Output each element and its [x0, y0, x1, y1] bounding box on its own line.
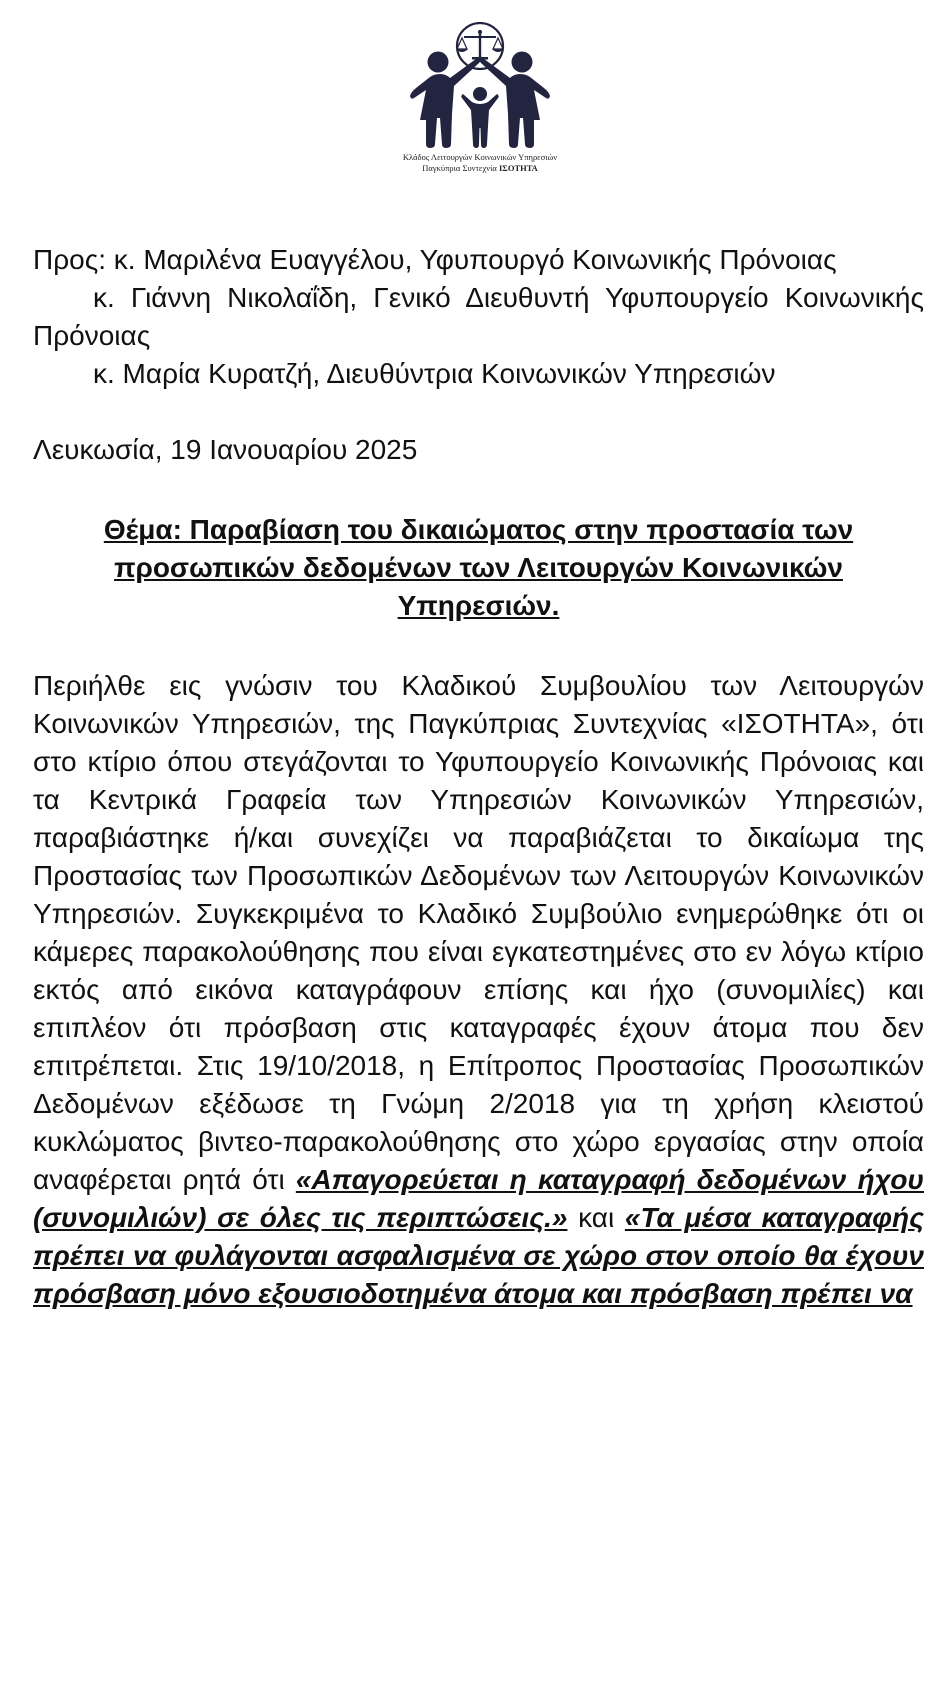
letter-subject: Θέμα: Παραβίαση του δικαιώματος στην προστασία των προσωπικών δεδομένων των Λειτουργών Κοινωνικών Υπηρεσιών. [103, 514, 854, 621]
recipient-1-text: κ. Μαριλένα Ευαγγέλου, Υφυπουργό Κοινωνικής Πρόνοιας [113, 244, 837, 275]
recipient-2-text: κ. Γιάννη Νικολαΐδη, Γενικό Διευθυντή Υφυπουργείο Κοινωνικής Πρόνοιας [33, 282, 924, 351]
body-text-main: Περιήλθε εις γνώσιν του Κλαδικού Συμβουλίου των Λειτουργών Κοινωνικών Υπηρεσιών, της Παγκύπριας Συντεχνίας «ΙΣΟΤΗΤΑ», ότι στο κτίριο όπου στεγάζονται το Υφυπουργείο Κοινωνικής Πρόνοιας και τα Κεντρικά Γραφεία των Υπηρεσιών Κοινωνικών Υπηρεσιών, παραβιάστηκε ή/και συνεχίζει να παραβιάζεται το δικαίωμα της Προστασίας των Προσωπικών Δεδομένων των Λειτουργών Κοινωνικών Υπηρεσιών. Συγκεκριμένα το Κλαδικό Συμβούλιο ενημερώθηκε ότι οι κάμερες παρακολούθησης που είναι εγκατεστημένες στο εν λόγω κτίριο εκτός από εικόνα καταγράφουν επίσης και ήχο (συνομιλίες) και επιπλέον ότι πρόσβαση στις καταγραφές έχουν άτομα που δεν επιτρέπεται. Στις 19/10/2018, η Επίτροπος Προστασίας Προσωπικών Δεδομένων εξέδωσε τη Γνώμη 2/2018 για τη χρήση κλειστού κυκλώματος βιντεο-παρακολούθησης στο χώρο εργασίας στην οποία αναφέρεται ρητά ότι [33, 670, 924, 1195]
logo-caption-branch: Κλάδος Λειτουργών Κοινωνικών Υπηρεσιών [402, 152, 558, 162]
recipient-3 [33, 355, 924, 393]
recipients-block [33, 241, 924, 393]
recipient-3-text: κ. Μαρία Κυρατζή, Διευθύντρια Κοινωνικών Υπηρεσιών [93, 358, 776, 389]
recipient-2 [33, 279, 924, 355]
family-scales-logo-icon [410, 22, 550, 150]
quote-secure-storage: «Τα μέσα καταγραφής πρέπει να φυλάγονται ασφαλισμένα σε χώρο στον οποίο θα έχουν πρόσβαση μόνο εξουσιοδοτημένα άτομα και πρόσβαση πρέπει να [33, 1202, 925, 1309]
body-paragraph [33, 667, 924, 1313]
logo-caption-union [395, 163, 565, 174]
logo-caption-union-name: ΙΣΟΤΗΤΑ [498, 163, 538, 173]
letter-body [33, 241, 924, 1313]
recipient-1 [33, 241, 924, 279]
union-logo [395, 22, 565, 197]
body-connector: και [567, 1202, 625, 1233]
logo-caption-union-prefix: Παγκύπρια Συντεχνία [422, 163, 499, 173]
date-line: Λευκωσία, 19 Ιανουαρίου 2025 [33, 434, 418, 465]
quote-no-audio: «Απαγορεύεται η καταγραφή δεδομένων ήχου (συνομιλιών) σε όλες τις περιπτώσεις.» [33, 1164, 924, 1233]
recipients-label: Προς: [33, 244, 106, 275]
